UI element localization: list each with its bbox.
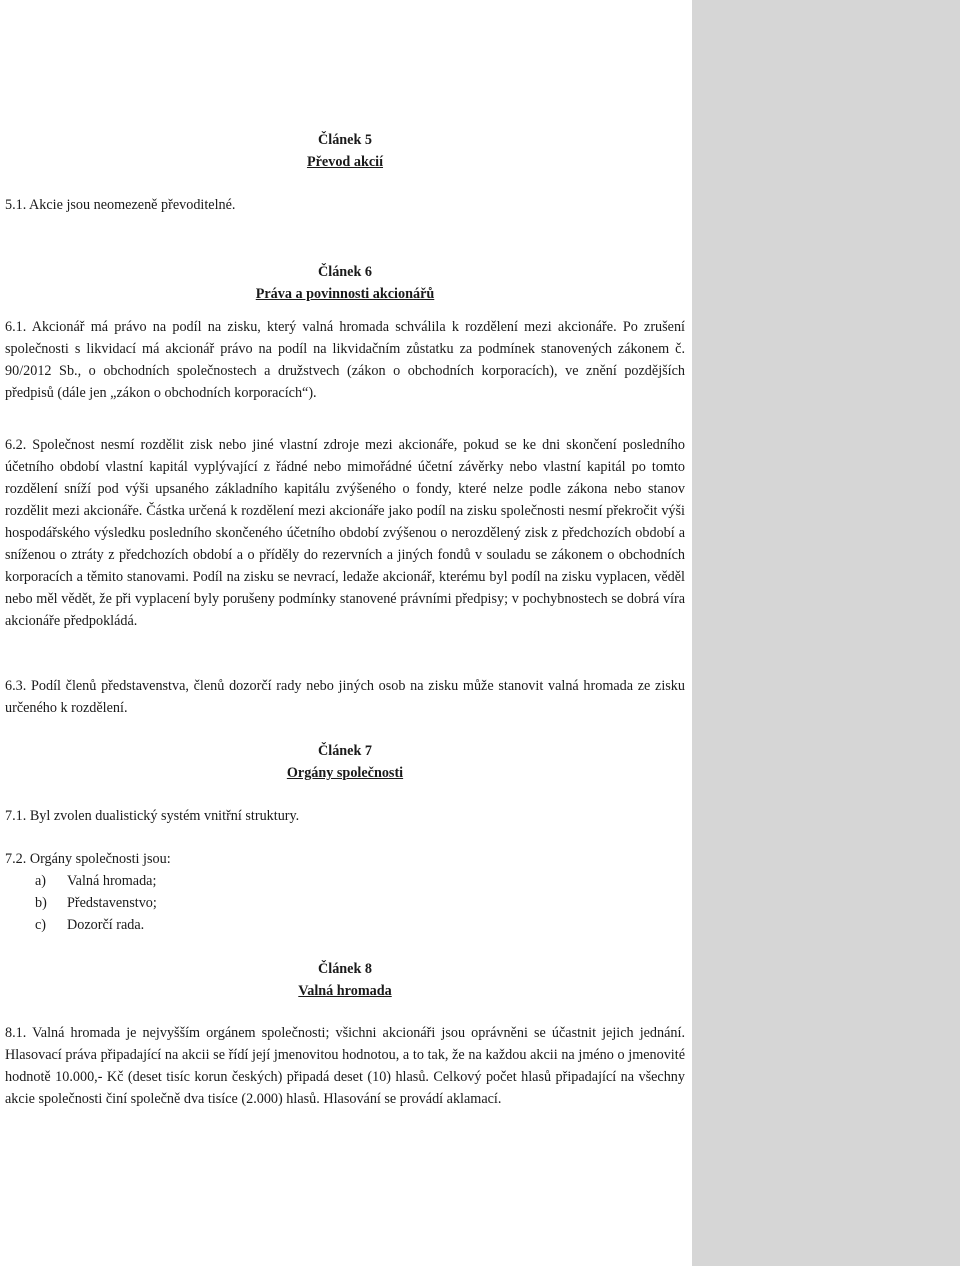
article-7-heading (5, 740, 685, 784)
list-item-marker: b) (35, 895, 47, 911)
list-item-text: Valná hromada; (67, 873, 157, 889)
article-7-title: Orgány společnosti (286, 765, 404, 781)
article-6-heading (5, 261, 685, 305)
list-item (5, 892, 685, 914)
article-7-number: Článek 7 (318, 743, 372, 759)
comment-pane (692, 0, 960, 1266)
article-7-paragraph-1: 7.1. Byl zvolen dualistický systém vnitřní struktury. (5, 808, 300, 824)
article-8-heading (5, 958, 685, 1002)
article-8-title: Valná hromada (298, 983, 392, 999)
list-item (5, 914, 685, 936)
article-5-heading (5, 129, 685, 173)
article-8-number: Článek 8 (318, 961, 372, 977)
article-5-paragraph-1: 5.1. Akcie jsou neomezeně převoditelné. (5, 197, 236, 213)
article-6-title: Práva a povinnosti akcionářů (255, 286, 435, 302)
article-6-number: Článek 6 (318, 264, 372, 280)
article-5-number: Článek 5 (318, 132, 372, 148)
list-item-marker: a) (35, 873, 47, 889)
article-6-paragraph-1: 6.1. Akcionář má právo na podíl na zisku, který valná hromada schválila k rozdělení mezi akcionáře. Po zrušení společnosti s likvidací má akcionář právo na podíl na likvidačním zůstatku za podmínek stanovených zákonem č. 90/2012 Sb., o obchodních společnostech a družstvech (zákon o obchodních korporacích), ve znění pozdějších předpisů (dále jen „zákon o obchodních korporacích“). (5, 319, 685, 401)
article-8-paragraph-1: 8.1. Valná hromada je nejvyšším orgánem společnosti; všichni akcionáři jsou oprávněni se účastnit jejich jednání. Hlasovací práva připadající na akcii se řídí její jmenovitou hodnotou, a to tak, že na každou akcii na jméno o jmenovité hodnotě 10.000,- Kč (deset tisíc korun českých) připadá deset (10) hlasů. Celkový počet hlasů připadající na všechny akcie společnosti činí společně dva tisíce (2.000) hlasů. Hlasování se provádí aklamací. (5, 1025, 685, 1107)
list-item-text: Dozorčí rada. (67, 917, 145, 933)
organs-list (5, 870, 685, 936)
list-item-marker: c) (35, 917, 47, 933)
list-item-text: Představenstvo; (67, 895, 157, 911)
article-6-paragraph-3: 6.3. Podíl členů představenstva, členů dozorčí rady nebo jiných osob na zisku může stanovit valná hromada ze zisku určeného k rozdělení. (5, 678, 685, 716)
article-5-title: Převod akcií (306, 154, 384, 170)
article-7-paragraph-2: 7.2. Orgány společnosti jsou: (5, 851, 171, 867)
list-item (5, 870, 685, 892)
article-6-paragraph-2: 6.2. Společnost nesmí rozdělit zisk nebo jiné vlastní zdroje mezi akcionáře, pokud se ke dni skončení posledního účetního období vlastní kapitál vyplývající z řádné nebo mimořádné účetní závěrky nebo vlastní kapitál po tomto rozdělení sníží pod výši upsaného základního kapitálu zvýšeného o fondy, které nelze podle zákona nebo stanov rozdělit mezi akcionáře. Částka určená k rozdělení mezi akcionáře jako podíl na zisku společnosti nesmí překročit výši hospodářského výsledku posledního skončeného účetního období zvýšenou o nerozdělený zisk z předchozích období a sníženou o ztráty z předchozích období a o příděly do rezervních a jiných fondů v souladu se zákonem o obchodních korporacích a těmito stanovami. Podíl na zisku se nevrací, ledaže akcionář, kterému byl podíl na zisku vyplacen, věděl nebo měl vědět, že při vyplacení byly porušeny podmínky stanovené právními předpisy; v pochybnostech se dobrá víra akcionáře předpokládá. (5, 437, 685, 629)
